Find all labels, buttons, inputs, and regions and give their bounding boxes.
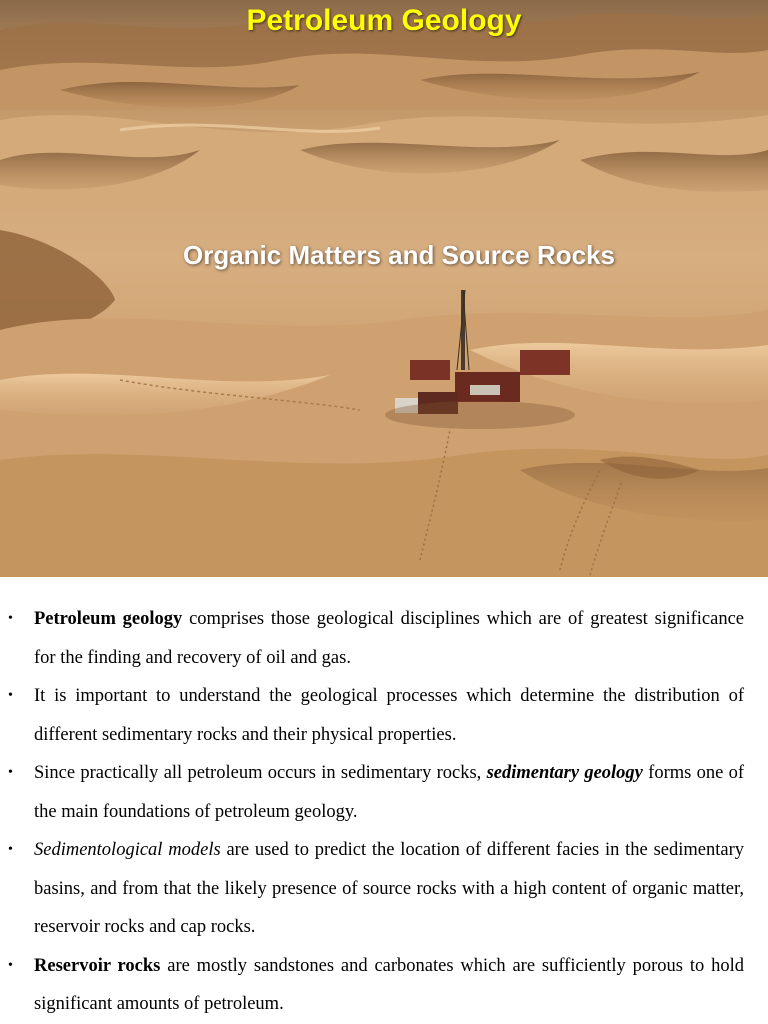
bullet-lead: Reservoir rocks bbox=[34, 955, 161, 976]
bullet-dot-icon: • bbox=[8, 688, 13, 703]
bullet-text: are used to predict the location of different facies in the sedimentary basins, and from that the likely presence of source rocks with a high content of organic matter, reservoir rocks and cap rocks. bbox=[34, 840, 744, 937]
bullet-text: are mostly sandstones and carbonates which are sufficiently porous to hold significant amounts of petroleum. bbox=[34, 955, 744, 1014]
bullet-item bbox=[0, 754, 768, 831]
bullet-item bbox=[0, 600, 768, 677]
bullet-lead: Sedimentological models bbox=[34, 840, 221, 860]
slide-subtitle: Organic Matters and Source Rocks bbox=[182, 240, 616, 270]
bullet-item bbox=[0, 831, 768, 947]
bullet-text: comprises those geological disciplines which are of greatest significance for the finding and recovery of oil and gas. bbox=[34, 609, 744, 668]
bullet-dot-icon: • bbox=[8, 842, 13, 857]
slide-title: Petroleum Geology bbox=[246, 4, 522, 37]
bullet-dot-icon: • bbox=[8, 611, 13, 626]
bullet-text: It is important to understand the geological processes which determine the distribution of different sedimentary rocks and their physical properties. bbox=[34, 686, 744, 745]
bullet-dot-icon: • bbox=[8, 765, 13, 780]
bullet-dot-icon: • bbox=[8, 957, 13, 973]
bullet-emphasis: sedimentary geology bbox=[486, 763, 643, 783]
bullet-list bbox=[0, 600, 768, 1024]
bullet-text: Since practically all petroleum occurs in sedimentary rocks, bbox=[34, 763, 487, 783]
bullet-item bbox=[0, 677, 768, 754]
bullet-item bbox=[0, 947, 768, 1024]
bullet-text: forms one of the main foundations of petroleum geology. bbox=[34, 763, 744, 822]
bullet-lead: Petroleum geology bbox=[34, 609, 183, 629]
